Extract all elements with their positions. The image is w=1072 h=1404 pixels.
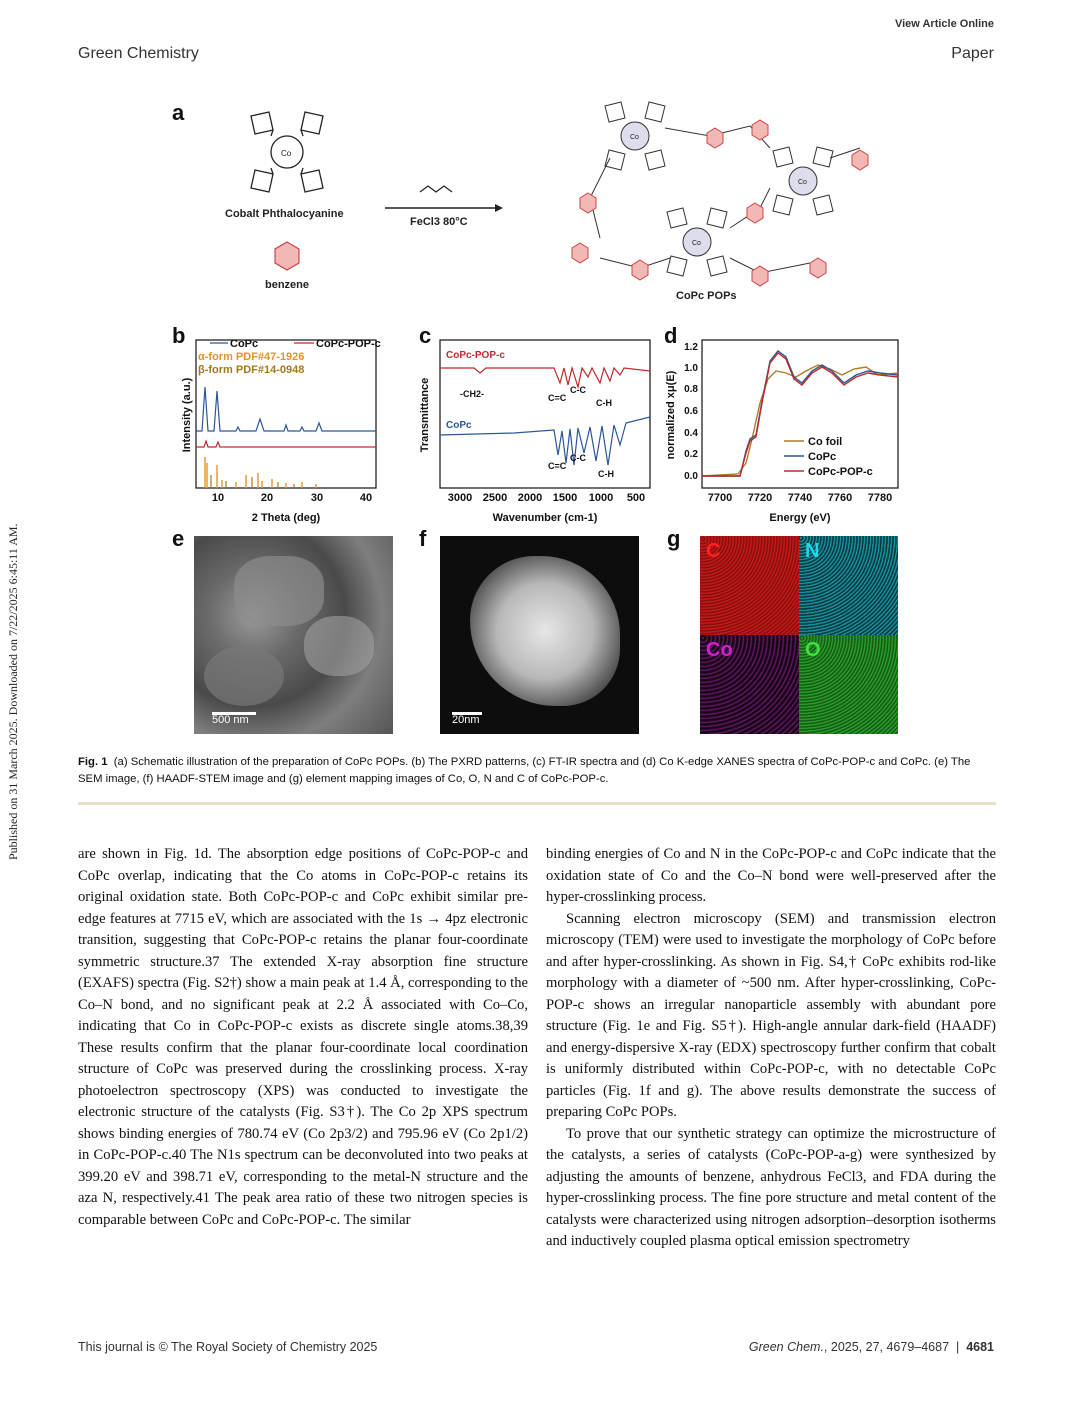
y-tick: 1.0 <box>684 363 698 374</box>
svg-text:Co: Co <box>281 149 292 158</box>
annotation: C-C <box>570 385 586 395</box>
x-tick: 1000 <box>588 492 614 504</box>
map-tile-o: O <box>799 635 898 734</box>
x-tick: 2500 <box>482 492 508 504</box>
x-tick: 7740 <box>787 492 813 504</box>
annotation: C-H <box>598 469 614 479</box>
annotation: C=C <box>548 461 567 471</box>
conditions-label: FeCl3 80°C <box>410 216 468 228</box>
caption-label: Fig. 1 <box>78 756 108 768</box>
benzene-label: benzene <box>265 279 310 291</box>
sem-image <box>194 536 393 734</box>
journal-name: Green Chemistry <box>78 45 199 62</box>
series-label-copc-pop-c: CoPc-POP-c <box>446 350 505 361</box>
map-tile-n: N <box>799 536 898 635</box>
y-tick: 0.8 <box>684 384 698 395</box>
annotation: -CH2- <box>460 389 484 399</box>
panel-letter-g: g <box>667 526 681 551</box>
series-copc-pop-c-line <box>196 441 376 447</box>
legend-copc-pop-c: CoPc-POP-c <box>316 338 381 350</box>
body-column-right <box>546 844 996 1253</box>
figure-caption <box>78 754 996 788</box>
body-column-left <box>78 844 528 1231</box>
fda-icon <box>420 186 452 192</box>
y-tick: 0.0 <box>684 471 698 482</box>
view-article-online-link[interactable]: View Article Online <box>894 18 994 30</box>
journal-abbr: Green Chem. <box>748 1340 824 1354</box>
citation-text: , 2025, 27, 4679–4687 <box>823 1340 950 1354</box>
x-tick: 3000 <box>447 492 473 504</box>
x-tick: 30 <box>310 492 324 504</box>
x-tick: 20 <box>260 492 274 504</box>
ref-alpha-label: α-form PDF#47-1926 <box>198 351 305 363</box>
citation: Green Chem., 2025, 27, 4679–4687 | 4681 <box>748 1340 994 1354</box>
x-tick: 2000 <box>517 492 543 504</box>
benzene-icon <box>275 242 299 270</box>
svg-text:Co: Co <box>630 134 639 141</box>
x-tick: 500 <box>626 492 646 504</box>
x-tick: 7760 <box>827 492 853 504</box>
panel-letter-a: a <box>172 100 185 125</box>
page-number: 4681 <box>966 1340 994 1354</box>
scheme-panel <box>170 88 910 310</box>
element-mapping-grid <box>700 536 898 734</box>
series-copc-line <box>702 351 898 476</box>
xanes-chart <box>662 335 902 529</box>
y-tick: 0.2 <box>684 449 698 460</box>
haadf-image <box>440 536 639 734</box>
series-label-copc: CoPc <box>446 420 472 431</box>
paragraph: binding energies of Co and N in the CoPc-POP-c and CoPc indicate that the oxidation state of Co and the Co–N bond were well-preserved after the hyper-crosslinking process. <box>546 846 996 905</box>
series-copc-pop-c-line <box>440 368 650 387</box>
pxrd-chart <box>176 335 386 529</box>
copc-molecule-icon <box>251 112 323 192</box>
panel-letter-d: d <box>664 323 678 348</box>
y-axis-label: Transmittance <box>419 377 431 453</box>
y-tick: 0.4 <box>684 428 698 439</box>
reference-bars <box>205 457 316 488</box>
paragraph: To prove that our synthetic strategy can optimize the microstructure of the catalysts, a series of catalysts (CoPc-POP-a-g) were synthesized by adjusting the amounts of benzene, anhydrous FeCl3, and FDA during the hyper-crosslinking process. The fine pore structure and metal content of the catalysts were characterized using nitrogen adsorption–desorption isotherms and inductively coupled plasma optical emission spectrometry <box>546 1125 996 1249</box>
reference-bars-beta <box>211 475 294 488</box>
section-divider <box>78 802 996 805</box>
panel-letter-f: f <box>419 526 427 551</box>
x-tick: 7700 <box>707 492 733 504</box>
section-label: Paper <box>951 45 994 62</box>
copc-pop-network-icon <box>572 102 868 286</box>
svg-text:Co: Co <box>798 179 807 186</box>
x-tick: 10 <box>211 492 225 504</box>
annotation: C=C <box>548 393 567 403</box>
product-label: CoPc POPs <box>676 290 737 302</box>
y-tick: 1.2 <box>684 342 698 353</box>
x-tick: 40 <box>359 492 373 504</box>
ref-beta-label: β-form PDF#14-0948 <box>198 364 305 376</box>
y-axis-label: normalized xμ(E) <box>665 370 677 460</box>
x-axis-label: 2 Theta (deg) <box>251 512 321 524</box>
map-tile-c: C <box>700 536 799 635</box>
y-tick: 0.6 <box>684 406 698 417</box>
x-axis-label: Wavenumber (cm-1) <box>492 512 598 524</box>
paragraph: are shown in Fig. 1d. The absorption edge positions of CoPc-POP-c and CoPc overlap, indicating that the Co atoms in CoPc-POP-c retains its original oxidation state. Both CoPc-POP-c and CoPc exhibit similar pre-edge features at 7715 eV, which are associated with the 1s → 4pz electronic transition, suggesting that CoPc-POP-c retains the planar four-coordinate symmetric structure.37 The extended X-ray absorption fine structure (EXAFS) spectra (Fig. S2†) show a main peak at 1.4 Å, corresponding to the Co–N bond, and no significant peak at 2.2 Å associated with Co–Co, indicating that Co in CoPc-POP-c exists as discrete single atoms.38,39 These results confirm that the planar four-coordinate local coordination structure of CoPc was preserved during the crosslinking process. X-ray photoelectron spectroscopy (XPS) was conducted to investigate the electronic structure of the catalysts (Fig. S3†). The Co 2p XPS spectrum shows binding energies of 780.74 eV (Co 2p3/2) and 795.96 eV (Co 2p1/2) in CoPc-POP-c.40 The N1s spectrum can be deconvoluted into two peaks at 399.20 eV and 398.71 eV, corresponding to the metal-N structure and the aza N, respectively.41 The peak area ratio of these two nitrogen species is comparable between CoPc and CoPc-POP-c. The similar <box>78 846 528 1228</box>
scale-bar-label: 20nm <box>452 714 480 726</box>
x-tick: 1500 <box>552 492 578 504</box>
annotation: C-C <box>570 453 586 463</box>
x-axis-label: Energy (eV) <box>769 512 831 524</box>
legend-copc-pop-c: CoPc-POP-c <box>808 466 873 478</box>
map-tile-co: Co <box>700 635 799 734</box>
annotation: C-H <box>596 398 612 408</box>
download-watermark: Published on 31 March 2025. Downloaded on 7/22/2025 6:45:11 AM. <box>6 523 20 860</box>
panel-letter-b: b <box>172 323 186 348</box>
scale-bar-label: 500 nm <box>212 714 249 726</box>
reagent-label: Cobalt Phthalocyanine <box>225 208 344 220</box>
svg-text:Co: Co <box>692 240 701 247</box>
y-axis-label: Intensity (a.u.) <box>181 377 193 453</box>
caption-text: (a) Schematic illustration of the preparation of CoPc POPs. (b) The PXRD patterns, (c) FT-IR spectra and (d) Co K-edge XANES spectra of CoPc-POP-c and CoPc. (e) The SEM image, (f) HAADF-STEM image and (g) element mapping images of Co, O, N and C of CoPc-POP-c. <box>78 756 971 785</box>
ftir-chart <box>414 335 654 529</box>
series-copc-line <box>196 387 376 431</box>
panel-letter-c: c <box>419 323 432 348</box>
x-tick: 7780 <box>867 492 893 504</box>
copyright-notice: This journal is © The Royal Society of Chemistry 2025 <box>78 1340 378 1354</box>
paragraph: Scanning electron microscopy (SEM) and transmission electron microscopy (TEM) were used to investigate the morphology of CoPc before and after hyper-crosslinking. As shown in Fig. S4,† CoPc exhibits rod-like morphology with a diameter of ~500 nm. After hyper-crosslinking, CoPc-POP-c shows an irregular nanoparticle assembly with abundant pore structure (Fig. 1e and Fig. S5†). High-angle annular dark-field (HAADF) and energy-dispersive X-ray (EDX) spectroscopy further confirm that cobalt is uniformly distributed within CoPc-POP-c, with no detectable CoPc particles (Fig. 1f and g). The above results demonstrate the success of preparing CoPc POPs. <box>546 910 996 1120</box>
legend-copc: CoPc <box>808 451 837 463</box>
x-tick: 7720 <box>747 492 773 504</box>
legend-copc: CoPc <box>230 338 259 350</box>
panel-letter-e: e <box>172 526 185 551</box>
legend-co-foil: Co foil <box>808 436 843 448</box>
